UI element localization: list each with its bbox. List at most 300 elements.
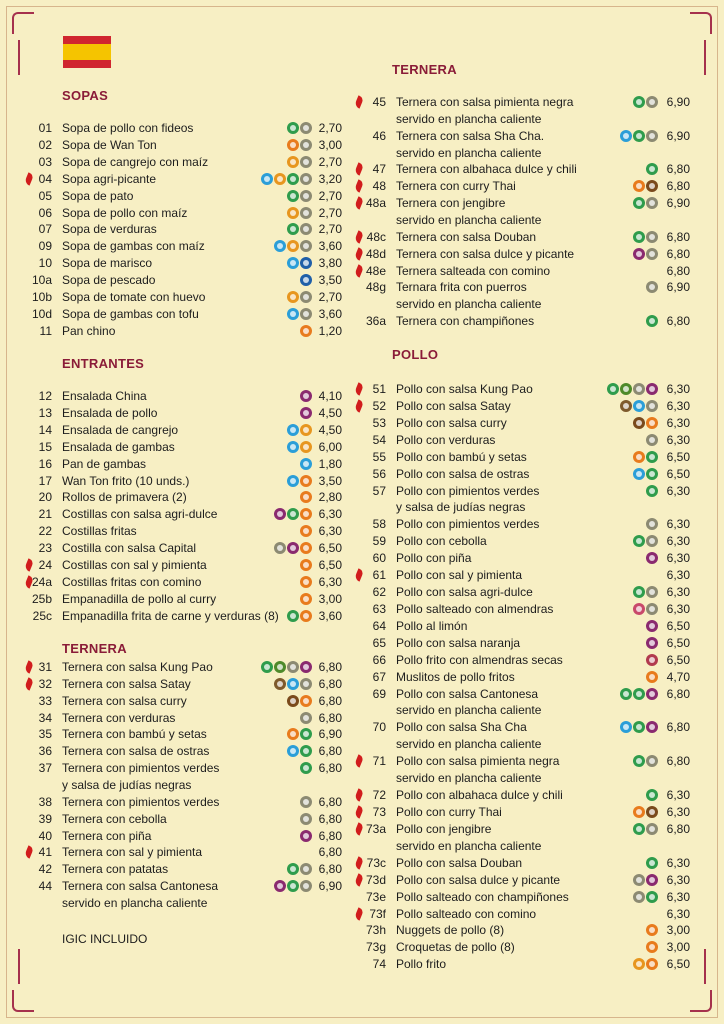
item-price: 6,30: [666, 805, 690, 819]
item-price: 3,00: [666, 923, 690, 938]
item-number: 67: [372, 669, 386, 684]
item-name: Ternera con patatas: [62, 862, 169, 877]
allergen-icons: [299, 325, 312, 338]
menu-item[interactable]: [26, 676, 342, 693]
egg-icon: [300, 441, 312, 453]
menu-item[interactable]: [356, 466, 690, 483]
item-number: 03: [38, 154, 52, 169]
item-name: Pollo con salsa pimienta negra: [396, 754, 560, 769]
menu-item[interactable]: [26, 221, 342, 238]
menu-item[interactable]: [26, 540, 342, 557]
item-price: 2,80: [318, 490, 342, 505]
gluten-icon: [261, 661, 273, 673]
menu-item[interactable]: [26, 591, 342, 608]
item-price: 1,20: [318, 323, 342, 338]
item-name: Sopa de cangrejo con maíz: [62, 154, 209, 169]
item-number: 72: [372, 788, 386, 803]
menu-item[interactable]: [356, 889, 690, 906]
menu-item[interactable]: [356, 516, 690, 533]
item-price: 6,80: [318, 744, 342, 759]
crab-icon: [261, 173, 273, 185]
corner-ornament: [12, 12, 34, 34]
item-name: Ensalada de pollo: [62, 405, 158, 420]
menu-item[interactable]: [356, 263, 690, 280]
soy-icon: [646, 231, 658, 243]
menu-item[interactable]: [26, 710, 342, 727]
sesame-icon: [646, 688, 658, 700]
item-number: 48c: [366, 229, 386, 244]
item-name: Ternera con cebolla: [62, 811, 167, 826]
allergen-icons: [299, 274, 312, 287]
menu-item[interactable]: [356, 128, 690, 145]
menu-item[interactable]: [26, 844, 342, 861]
item-number: 73a: [365, 821, 386, 836]
menu-item[interactable]: [26, 574, 342, 591]
item-name: Sopa de pollo con fideos: [62, 121, 194, 135]
item-price: 2,70: [318, 188, 342, 203]
frame-ornament: [704, 40, 706, 75]
menu-item[interactable]: [26, 557, 342, 574]
allergen-icons: [286, 122, 312, 135]
item-price: 6,90: [318, 879, 342, 894]
menu-item[interactable]: [356, 567, 690, 584]
item-price: 2,70: [318, 154, 342, 169]
soy-icon: [300, 190, 312, 202]
item-name: Pollo con jengibre: [396, 821, 492, 836]
sesame-icon: [646, 620, 658, 632]
item-number: 73d: [365, 872, 386, 887]
item-number: 10a: [31, 273, 52, 288]
fish-icon: [300, 257, 312, 269]
item-price: 6,80: [666, 821, 690, 836]
allergen-icons: [286, 190, 312, 203]
gluten-icon: [633, 535, 645, 547]
allergen-icons: [645, 163, 658, 176]
tax-note: IGIC INCLUIDO: [62, 932, 148, 946]
item-name: Muslitos de pollo fritos: [396, 669, 515, 684]
item-price: 1,80: [318, 456, 342, 471]
menu-item[interactable]: [26, 489, 342, 506]
wheat-icon: [300, 525, 312, 537]
item-number: 14: [38, 422, 52, 437]
menu-item[interactable]: [26, 238, 342, 255]
item-name: Pollo con piña: [396, 551, 472, 566]
menu-item[interactable]: [26, 794, 342, 811]
menu-item[interactable]: [26, 188, 342, 205]
item-price: 6,50: [666, 957, 690, 972]
allergen-icons: [606, 383, 658, 396]
item-number: 60: [372, 551, 386, 566]
wheat-icon: [300, 695, 312, 707]
menu-item[interactable]: [356, 821, 690, 838]
allergen-icons: [286, 257, 312, 270]
allergen-icons: [645, 518, 658, 531]
peanut-icon: [274, 678, 286, 690]
item-number: 13: [38, 405, 52, 420]
wheat-icon: [646, 924, 658, 936]
item-name: Pollo al limón: [396, 618, 468, 633]
menu-item[interactable]: [26, 608, 342, 625]
allergen-icons: [286, 207, 312, 220]
wheat-icon: [300, 576, 312, 588]
sesame-icon: [274, 508, 286, 520]
gluten-icon: [633, 130, 645, 142]
item-number: 69: [372, 686, 386, 701]
sesame-icon: [300, 830, 312, 842]
item-name: Sopa de tomate con huevo: [62, 290, 206, 304]
crab-icon: [620, 721, 632, 733]
menu-item[interactable]: [26, 659, 342, 676]
menu-item[interactable]: [26, 760, 342, 777]
wheat-icon: [300, 610, 312, 622]
item-name: Sopa de marisco: [62, 256, 153, 271]
item-name: Pollo con curry Thai: [396, 805, 502, 819]
menu-item[interactable]: [26, 506, 342, 523]
sesame-icon: [646, 383, 658, 395]
item-price: 6,80: [666, 314, 690, 329]
item-price: 6,30: [666, 788, 690, 803]
corner-ornament: [690, 12, 712, 34]
menu-item[interactable]: [26, 388, 342, 405]
menu-item[interactable]: [26, 439, 342, 456]
item-name: Ternera con curry Thai: [396, 179, 516, 194]
item-name: Ternera con salsa Douban: [396, 229, 537, 244]
menu-item[interactable]: [26, 205, 342, 222]
spain-flag-icon[interactable]: [63, 36, 111, 68]
menu-item[interactable]: [26, 405, 342, 422]
wheat-icon: [300, 559, 312, 571]
menu-item[interactable]: [26, 255, 342, 272]
wheat-icon: [300, 475, 312, 487]
item-price: 6,50: [666, 635, 690, 650]
soy-icon: [300, 173, 312, 185]
allergen-icons: [619, 721, 658, 734]
menu-item[interactable]: [356, 922, 690, 939]
menu-item[interactable]: [26, 171, 342, 188]
celery-icon: [620, 383, 632, 395]
wheat-icon: [300, 542, 312, 554]
menu-item[interactable]: [356, 398, 690, 415]
item-name: Pollo con salsa dulce y picante: [396, 872, 561, 887]
item-price: 6,30: [666, 517, 690, 532]
item-number: 06: [38, 205, 52, 220]
item-name: Sopa de pato: [62, 188, 134, 203]
item-name: Croquetas de pollo (8): [396, 940, 515, 955]
item-number: 05: [38, 188, 52, 203]
allergen-icons: [632, 197, 658, 210]
item-number: 24a: [31, 574, 52, 589]
menu-item[interactable]: [356, 939, 690, 956]
menu-item[interactable]: [26, 743, 342, 760]
item-number: 20: [38, 490, 52, 505]
item-number: 01: [38, 121, 52, 135]
soy-icon: [300, 813, 312, 825]
item-price: 3,60: [318, 239, 342, 254]
crab-icon: [620, 130, 632, 142]
item-name: Pollo con verduras: [396, 432, 496, 447]
item-description: servido en plancha caliente: [396, 737, 542, 752]
sesame-icon: [633, 248, 645, 260]
item-number: 53: [372, 415, 386, 430]
menu-item[interactable]: [356, 956, 690, 973]
soy-icon: [300, 712, 312, 724]
soy-icon: [646, 434, 658, 446]
item-price: 6,30: [666, 889, 690, 904]
item-name: Pollo con sal y pimienta: [396, 568, 523, 583]
menu-item[interactable]: [356, 855, 690, 872]
menu-item[interactable]: [356, 449, 690, 466]
item-name: Sopa de gambas con tofu: [62, 306, 199, 321]
item-name: Sopa de pollo con maíz: [62, 205, 188, 220]
item-number: 62: [372, 585, 386, 600]
sesame-icon: [287, 542, 299, 554]
item-price: 6,50: [318, 541, 342, 556]
item-price: 6,00: [318, 439, 342, 454]
item-number: 04: [38, 171, 52, 186]
item-name: Ensalada China: [62, 389, 147, 403]
item-number: 17: [38, 473, 52, 488]
lupin-icon: [646, 654, 658, 666]
menu-item[interactable]: [356, 601, 690, 618]
menu-item[interactable]: [26, 323, 342, 340]
wheat-icon: [300, 508, 312, 520]
section-heading: POLLO: [392, 347, 439, 362]
menu-item[interactable]: [26, 422, 342, 439]
wheat-icon: [300, 593, 312, 605]
menu-item[interactable]: [356, 229, 690, 246]
menu-item[interactable]: [26, 272, 342, 289]
item-price: 6,90: [666, 128, 690, 143]
item-number: 35: [38, 727, 52, 742]
menu-item[interactable]: [356, 686, 690, 703]
menu-item[interactable]: [26, 811, 342, 828]
egg-icon: [274, 173, 286, 185]
allergen-icons: [260, 661, 312, 674]
menu-item[interactable]: [26, 828, 342, 845]
menu-item[interactable]: [356, 381, 690, 398]
menu-item[interactable]: [356, 246, 690, 263]
allergen-icons: [645, 637, 658, 650]
menu-item[interactable]: [356, 313, 690, 330]
egg-icon: [633, 958, 645, 970]
crab-icon: [287, 475, 299, 487]
menu-item[interactable]: [356, 94, 690, 111]
mustard-icon: [633, 417, 645, 429]
item-price: 6,30: [666, 432, 690, 447]
egg-icon: [287, 156, 299, 168]
menu-item[interactable]: [356, 432, 690, 449]
item-description: y salsa de judías negras: [396, 500, 526, 515]
gluten-icon: [287, 610, 299, 622]
allergen-icons: [632, 755, 658, 768]
item-price: 6,80: [318, 676, 342, 691]
menu-item[interactable]: [26, 726, 342, 743]
item-number: 73e: [365, 889, 386, 904]
item-description: servido en plancha caliente: [396, 771, 542, 786]
item-name: Sopa de gambas con maíz: [62, 239, 205, 254]
mustard-icon: [646, 806, 658, 818]
menu-item[interactable]: [356, 719, 690, 736]
gluten-icon: [287, 508, 299, 520]
crab-icon: [633, 468, 645, 480]
item-number: 54: [372, 432, 386, 447]
menu-item[interactable]: [356, 652, 690, 669]
item-name: Ternera con salsa curry: [62, 693, 187, 708]
item-number: 51: [372, 382, 386, 396]
item-name: Costillas con salsa agri-dulce: [62, 507, 218, 522]
gluten-icon: [633, 755, 645, 767]
item-name: Pollo con salsa curry: [396, 415, 507, 430]
item-price: 6,80: [666, 229, 690, 244]
allergen-icons: [286, 139, 312, 152]
allergen-icons: [645, 315, 658, 328]
menu-item[interactable]: [26, 861, 342, 878]
item-name: Ternera con albahaca dulce y chili: [396, 162, 577, 177]
menu-item[interactable]: [26, 154, 342, 171]
menu-item[interactable]: [26, 523, 342, 540]
item-name: Ternera con salsa Cantonesa: [62, 879, 219, 894]
wheat-icon: [300, 491, 312, 503]
item-name: Ternera con pimientos verdes: [62, 761, 220, 776]
menu-item[interactable]: [26, 473, 342, 490]
item-price: 6,30: [318, 507, 342, 522]
item-price: 6,80: [318, 862, 342, 877]
wheat-icon: [287, 139, 299, 151]
allergen-icons: [645, 552, 658, 565]
soy-icon: [646, 755, 658, 767]
item-name: Pollo con salsa Sha Cha: [396, 720, 527, 735]
soy-icon: [646, 586, 658, 598]
menu-item[interactable]: [356, 618, 690, 635]
allergen-icons: [645, 434, 658, 447]
allergen-icons: [286, 223, 312, 236]
allergen-icons: [273, 508, 312, 521]
allergen-icons: [286, 308, 312, 321]
allergen-icons: [632, 248, 658, 261]
gluten-icon: [633, 823, 645, 835]
menu-item[interactable]: [356, 550, 690, 567]
menu-item[interactable]: [356, 178, 690, 195]
item-number: 40: [38, 828, 52, 843]
menu-item[interactable]: [356, 872, 690, 889]
soy-icon: [300, 240, 312, 252]
sesame-icon: [300, 661, 312, 673]
item-price: 6,80: [318, 710, 342, 725]
gluten-icon: [287, 223, 299, 235]
gluten-icon: [287, 863, 299, 875]
item-price: 6,30: [666, 534, 690, 549]
menu-item[interactable]: [356, 584, 690, 601]
frame-ornament: [704, 949, 706, 984]
item-price: 3,50: [318, 273, 342, 288]
allergen-icons: [645, 789, 658, 802]
item-price: 6,50: [666, 618, 690, 633]
menu-item[interactable]: [356, 906, 690, 923]
item-price: 6,30: [666, 415, 690, 430]
menu-item[interactable]: [356, 195, 690, 212]
menu-item[interactable]: [356, 533, 690, 550]
item-price: 3,20: [318, 171, 342, 186]
menu-item[interactable]: [356, 804, 690, 821]
item-number: 55: [372, 449, 386, 464]
item-number: 07: [38, 222, 52, 237]
item-number: 23: [38, 541, 52, 556]
item-number: 56: [372, 466, 386, 481]
item-name: Ternera salteada con comino: [396, 263, 551, 278]
gluten-icon: [287, 880, 299, 892]
item-price: 6,30: [666, 601, 690, 616]
item-number: 15: [38, 439, 52, 454]
item-number: 47: [372, 162, 386, 177]
allergen-icons: [645, 654, 658, 667]
item-name: Pollo con albahaca dulce y chili: [396, 788, 563, 803]
item-price: 3,80: [318, 256, 342, 271]
allergen-icons: [632, 231, 658, 244]
item-name: Ternera con salsa dulce y picante: [396, 246, 575, 261]
item-name: Ternera con salsa Sha Cha.: [396, 128, 545, 143]
item-number: 10: [38, 256, 52, 271]
menu-item[interactable]: [356, 787, 690, 804]
crab-icon: [287, 257, 299, 269]
menu-item[interactable]: [26, 878, 342, 895]
menu-item[interactable]: [356, 415, 690, 432]
egg-icon: [287, 207, 299, 219]
soy-icon: [300, 678, 312, 690]
menu-item[interactable]: [26, 456, 342, 473]
item-number: 37: [38, 761, 52, 776]
gluten-icon: [633, 197, 645, 209]
menu-item[interactable]: [356, 279, 690, 296]
section-heading: SOPAS: [62, 88, 109, 103]
sesame-icon: [646, 874, 658, 886]
item-number: 64: [372, 618, 386, 633]
menu-item[interactable]: [26, 137, 342, 154]
item-number: 61: [372, 568, 386, 583]
menu-item[interactable]: [26, 289, 342, 306]
gluten-icon: [646, 891, 658, 903]
menu-item[interactable]: [356, 161, 690, 178]
item-price: 6,30: [666, 551, 690, 566]
allergen-icons: [273, 542, 312, 555]
crab-icon: [287, 441, 299, 453]
allergen-icons: [273, 880, 312, 893]
menu-item[interactable]: [26, 693, 342, 710]
allergen-icons: [299, 576, 312, 589]
item-number: 48a: [365, 196, 386, 211]
menu-item[interactable]: [356, 635, 690, 652]
menu-item[interactable]: [356, 483, 690, 500]
menu-item[interactable]: [26, 306, 342, 323]
item-price: 6,50: [666, 449, 690, 464]
section-heading: ENTRANTES: [62, 356, 145, 371]
item-number: 16: [38, 456, 52, 471]
soy-icon: [646, 518, 658, 530]
allergen-icons: [286, 156, 312, 169]
allergen-icons: [632, 586, 658, 599]
allergen-icons: [645, 924, 658, 937]
gluten-icon: [300, 745, 312, 757]
menu-item[interactable]: [26, 120, 342, 137]
soy-icon: [300, 122, 312, 134]
item-name: Pollo con salsa Satay: [396, 398, 511, 413]
item-number: 71: [372, 754, 386, 769]
menu-item[interactable]: [356, 753, 690, 770]
gluten-icon: [300, 728, 312, 740]
item-number: 52: [372, 398, 386, 413]
menu-item[interactable]: [356, 669, 690, 686]
section-heading: TERNERA: [62, 641, 127, 656]
allergen-icons: [299, 762, 312, 775]
